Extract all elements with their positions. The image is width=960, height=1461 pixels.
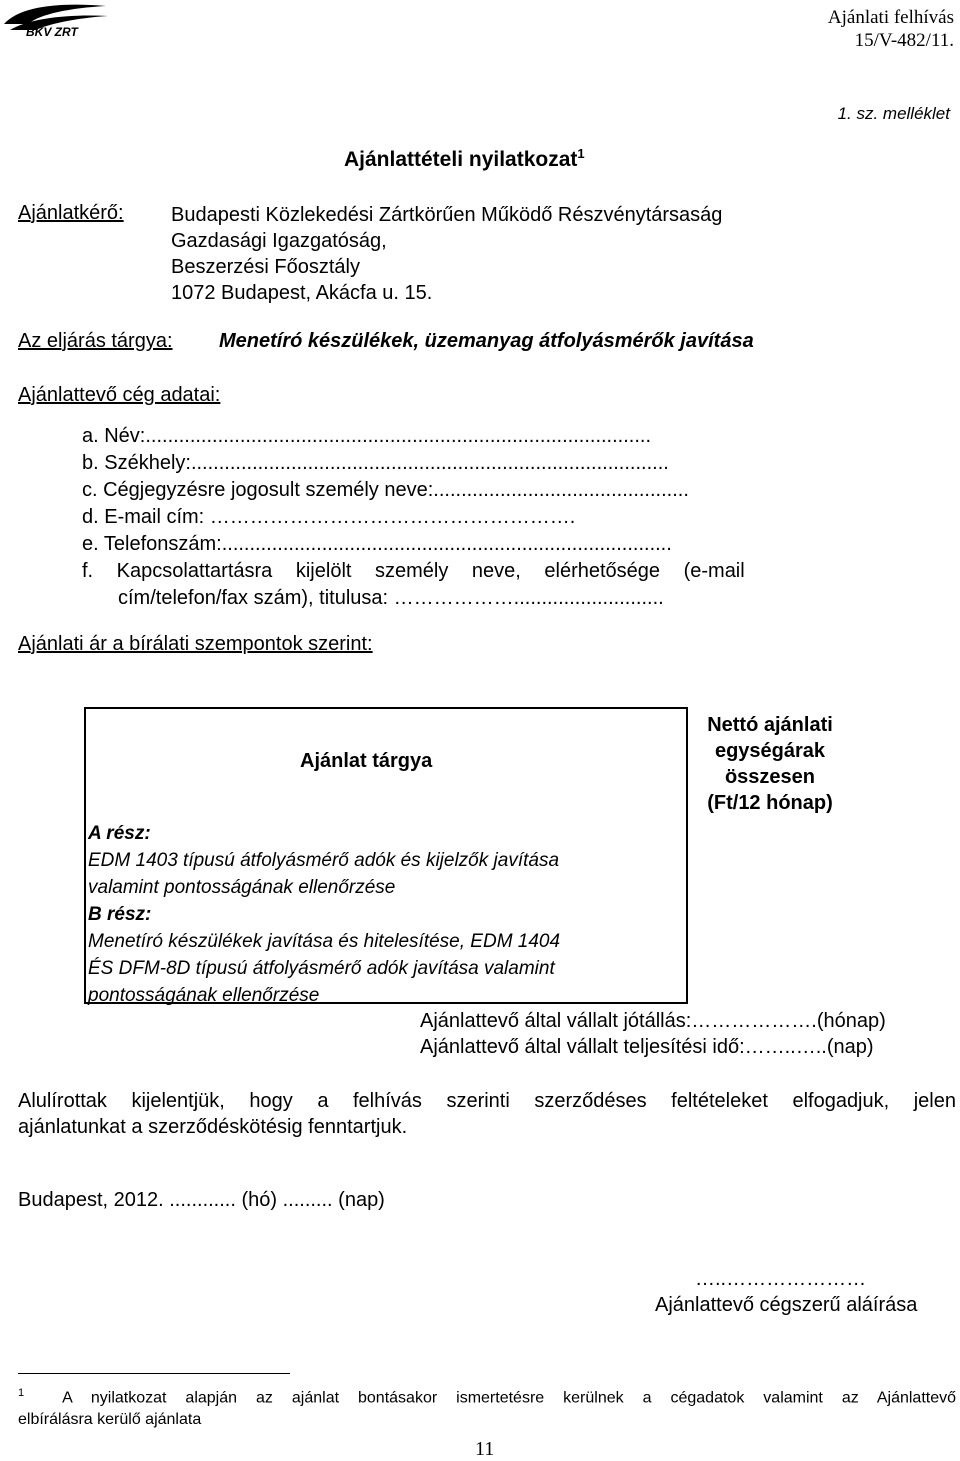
part-b-label: B rész:	[88, 904, 152, 925]
footnote-divider	[18, 1373, 290, 1374]
part-a-line: EDM 1403 típusú átfolyásmérő adók és kijelzők javítása	[88, 850, 560, 871]
title-footnote-ref: 1	[577, 146, 585, 161]
part-b	[88, 901, 560, 1009]
bidder-item-phone: e. Telefonszám:.................................................................................	[82, 533, 672, 555]
title-text: Ajánlattételi nyilatkozat	[344, 148, 578, 171]
bidder-data-list	[82, 423, 745, 612]
header-line1: Ajánlati felhívás	[827, 7, 954, 28]
page-title	[344, 146, 585, 172]
requester-line: Beszerzési Főosztály	[171, 256, 360, 278]
bidder-item-name: a. Név:...........................................................................................	[82, 425, 652, 447]
price-header-line: összesen	[724, 766, 816, 788]
bidder-item-seat: b. Székhely:......................................................................................	[82, 452, 669, 474]
bidder-item-contact: f. Kapcsolattartásra kijelölt személy neve, elérhetősége (e-mail	[82, 560, 745, 582]
requester-block	[171, 202, 722, 306]
footnote-line1	[18, 1382, 956, 1409]
page-number: 11	[475, 1438, 495, 1460]
warranty-line: Ajánlattevő által vállalt jótállás:……………….(hónap)	[420, 1010, 886, 1032]
bkv-logo	[0, 0, 112, 40]
footnote-number: 1	[18, 1387, 25, 1399]
bidder-item-signatory: c. Cégjegyzésre jogosult személy neve:..............................................	[82, 479, 689, 501]
signature-dots: …..…………………	[695, 1268, 867, 1290]
bidder-item-email: d. E-mail cím: ……………………………………………….	[82, 506, 576, 528]
declaration	[18, 1088, 956, 1140]
part-b-line: ÉS DFM-8D típusú átfolyásmérő adók javítása valamint	[88, 958, 555, 979]
footnote-text: A nyilatkozat alapján az ajánlat bontásakor ismertetésre kerülnek a cégadatok valamint az Ajánlattevő	[62, 1389, 957, 1407]
deadline-line: Ajánlattevő által vállalt teljesítési idő:……..…..(nap)	[420, 1036, 874, 1058]
table-header-price	[690, 712, 850, 816]
part-a-label: A rész:	[88, 823, 151, 844]
subject-value: Menetíró készülékek, üzemanyag átfolyásmérők javítása	[219, 330, 754, 352]
subject-label: Az eljárás tárgya:	[18, 330, 173, 352]
header-reference	[828, 6, 954, 52]
part-a-line: valamint pontosságának ellenőrzése	[88, 877, 396, 898]
requester-line: Gazdasági Igazgatóság,	[171, 230, 387, 252]
price-header-line: Nettó ajánlati	[707, 714, 833, 736]
place-date: Budapest, 2012. ............ (hó) ......... (nap)	[18, 1189, 385, 1211]
declaration-line: Alulírottak kijelentjük, hogy a felhívás szerinti szerződéses feltételeket elfogadjuk, jelen	[18, 1090, 956, 1112]
footnote	[18, 1382, 956, 1431]
price-header-line: egységárak	[714, 740, 826, 762]
price-heading: Ajánlati ár a bírálati szempontok szerint:	[18, 633, 373, 655]
bidder-data-heading: Ajánlattevő cég adatai:	[18, 384, 221, 406]
part-b-line: Menetíró készülékek javítása és hitelesítése, EDM 1404	[88, 931, 561, 952]
price-header-line: (Ft/12 hónap)	[707, 792, 833, 814]
requester-line: 1072 Budapest, Akácfa u. 15.	[171, 282, 433, 304]
declaration-line: ajánlatunkat a szerződéskötésig fenntartjuk.	[18, 1116, 408, 1138]
part-a	[88, 820, 559, 901]
signature-label: Ajánlattevő cégszerű aláírása	[655, 1294, 918, 1316]
bidder-item-contact-cont: cím/telefon/fax szám), titulusa: ………………...........................	[118, 587, 664, 609]
requester-line: Budapesti Közlekedési Zártkörűen Működő Részvénytársaság	[171, 204, 723, 226]
header-line2: 15/V-482/11.	[854, 30, 954, 51]
annex-label: 1. sz. melléklet	[837, 104, 950, 123]
table-header-subject: Ajánlat tárgya	[300, 750, 433, 772]
svg-text:BKV ZRT: BKV ZRT	[26, 25, 78, 39]
footnote-line2: elbírálásra kerülő ajánlata	[18, 1411, 202, 1429]
requester-label: Ajánlatkérő:	[18, 202, 124, 224]
part-b-line: pontosságának ellenőrzése	[88, 985, 320, 1006]
